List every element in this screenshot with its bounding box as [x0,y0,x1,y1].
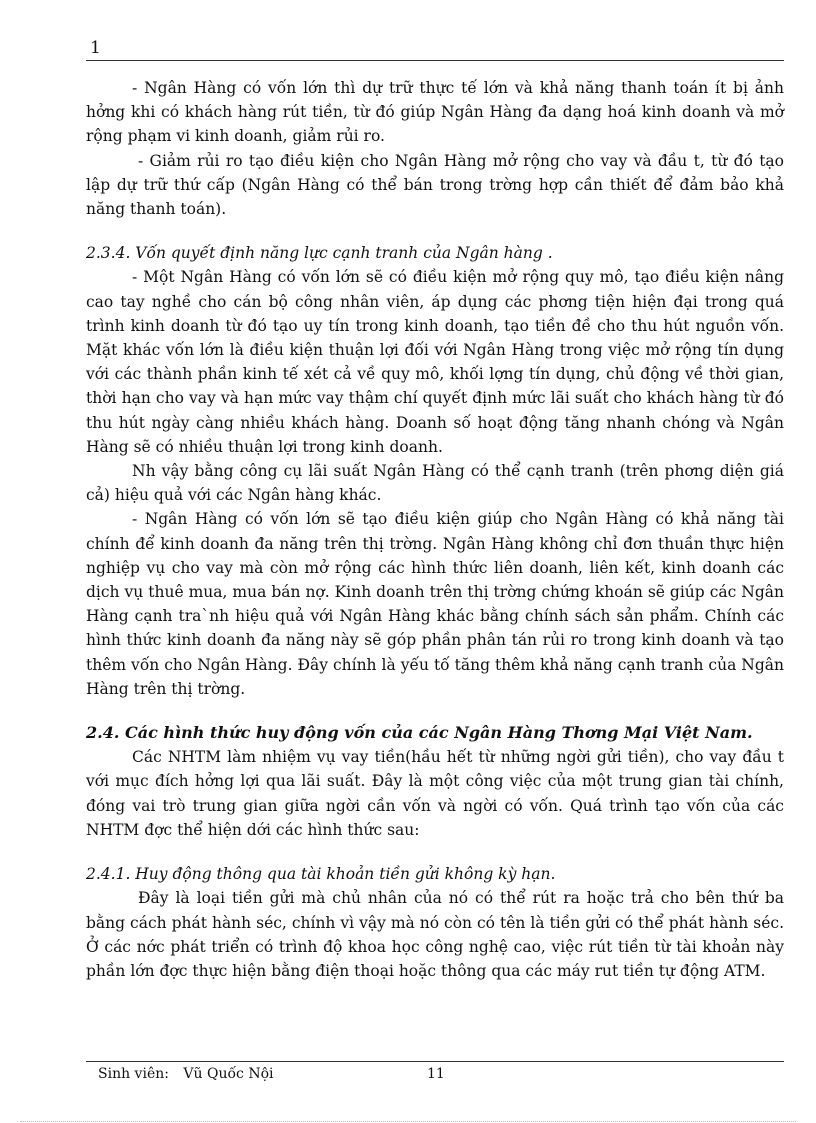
header-page-number: 1 [90,38,101,58]
paragraph: Nh vậy bằng công cụ lãi suất Ngân Hàng có thể cạnh tranh (trên phơng diện giá cả) hiệu quả với các Ngân hàng khác. [86,462,784,505]
paragraph: Các NHTM làm nhiệm vụ vay tiền(hầu hết từ những ngời gửi tiền), cho vay đầu t với mục đích hởng lợi qua lãi suất. Đây là một công việc của một trung gian tài chính, đóng vai trò trung gian giữa ngời cần vốn và ngời có vốn. Quá trình tạo vốn của các NHTM đợc thể hiện dới các hình thức sau: [86,748,784,839]
header-rule [86,60,784,61]
paragraph: - Ngân Hàng có vốn lớn thì dự trữ thực tế lớn và khả năng thanh toán ít bị ảnh hởng khi có khách hàng rút tiền, từ đó giúp Ngân Hàng đa dạng hoá kinh doanh và mở rộng phạm vi kinh doanh, giảm rủi ro. [86,79,784,146]
section-heading-2-4-1: 2.4.1. Huy động thông qua tài khoản tiền gửi không kỳ hạn. [86,865,556,884]
footer-student-name: Vũ Quốc Nội [183,1066,274,1082]
document-body [86,76,784,983]
paragraph: - Một Ngân Hàng có vốn lớn sẽ có điều kiện mở rộng quy mô, tạo điều kiện nâng cao tay nghề cho cán bộ công nhân viên, áp dụng các phơng tiện hiện đại trong quá trình kinh doanh từ đó tạo uy tín trong kinh doanh, tạo tiền đề cho thu hút nguồn vốn. Mặt khác vốn lớn là điều kiện thuận lợi đối với Ngân Hàng trong việc mở rộng tín dụng với các thành phần kinh tế xét cả về quy mô, khối lợng tín dụng, chủ động về thời gian, thời hạn cho vay và hạn mức vay thậm chí quyết định mức lãi suất cho khách hàng từ đó thu hút ngày càng nhiều khách hàng. Doanh số hoạt động tăng nhanh chóng và Ngân Hàng sẽ có nhiều thuận lợi trong kinh doanh. [86,268,784,456]
page-edge-divider [20,1121,796,1122]
paragraph: Đây là loại tiền gửi mà chủ nhân của nó có thể rút ra hoặc trả cho bên thứ ba bằng cách phát hành séc, chính vì vậy mà nó còn có tên là tiền gửi có thể phát hành séc. Ở các nớc phát triển có trình độ khoa học công nghệ cao, việc rút tiền từ tài khoản này phần lớn đợc thực hiện bằng điện thoại hoặc thông qua các máy rut tiền tự động ATM. [86,889,784,980]
footer-student [98,1066,274,1082]
footer-label: Sinh viên: [98,1066,169,1082]
section-heading-2-3-4: 2.3.4. Vốn quyết định năng lực cạnh tranh của Ngân hàng . [86,244,553,263]
paragraph: - Ngân Hàng có vốn lớn sẽ tạo điều kiện giúp cho Ngân Hàng có khả năng tài chính để kinh doanh đa năng trên thị trờng. Ngân Hàng không chỉ đơn thuần thực hiện nghiệp vụ cho vay mà còn mở rộng các hình thức liên doanh, liên kết, kinh doanh các dịch vụ thuê mua, mua bán nợ. Kinh doanh trên thị trờng chứng khoán sẽ giúp các Ngân Hàng cạnh tra`nh hiệu quả với Ngân Hàng khác bằng chính sách sản phẩm. Chính các hình thức kinh doanh đa năng này sẽ góp phần phân tán rủi ro trong kinh doanh và tạo thêm vốn cho Ngân Hàng. Đây chính là yếu tố tăng thêm khả năng cạnh tranh của Ngân Hàng trên thị trờng. [86,510,784,698]
footer-rule [86,1061,784,1062]
paragraph: - Giảm rủi ro tạo điều kiện cho Ngân Hàng mở rộng cho vay và đầu t, từ đó tạo lập dự trữ thứ cấp (Ngân Hàng có thể bán trong trờng hợp cần thiết để đảm bảo khả năng thanh toán). [86,151,784,219]
footer-page-number: 11 [427,1066,445,1082]
section-heading-2-4: 2.4. Các hình thức huy động vốn của các Ngân Hàng Thơng Mại Việt Nam. [86,723,753,743]
